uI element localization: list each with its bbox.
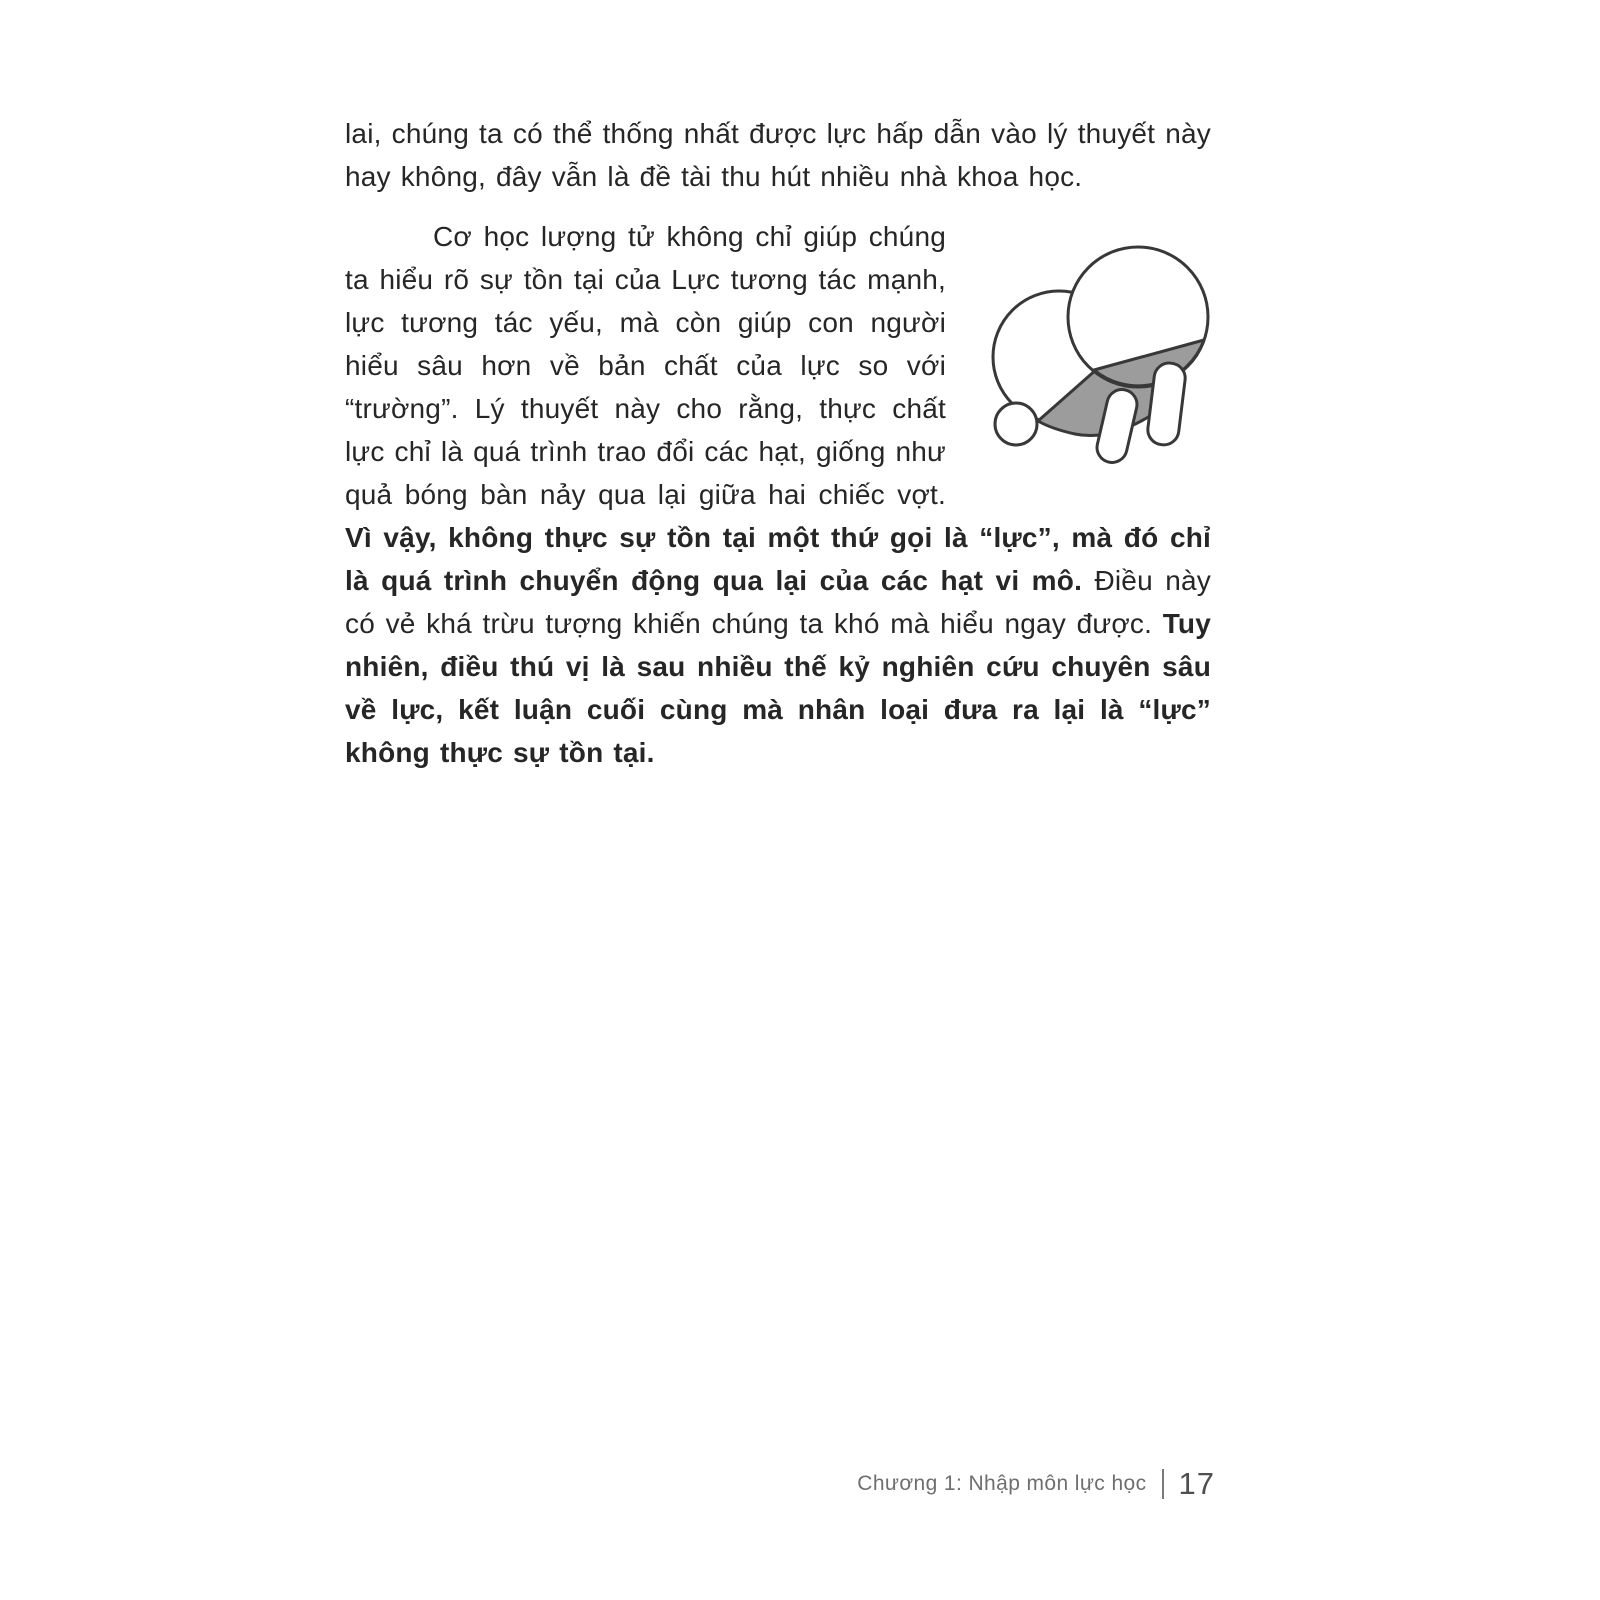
footer-page-number: 17 (1178, 1466, 1215, 1501)
page-footer (857, 1466, 1215, 1502)
ping-pong-illustration (991, 245, 1211, 465)
text-segment: Điều này có vẻ khá trừu tượng khiến chúng ta khó mà hiểu ngay được. (345, 565, 1211, 639)
footer-separator (1162, 1469, 1164, 1499)
body-text (345, 112, 1211, 774)
ping-pong-paddles-icon (991, 245, 1211, 465)
ping-pong-ball (995, 403, 1037, 445)
text-segment-bold: Tuy nhiên, điều thú vị là sau nhiều thế kỷ nghiên cứu chuyên sâu về lực, kết luận cuối cùng mà nhân loại đưa ra lại là “lực” không thực sự tồn tại. (345, 608, 1211, 768)
footer-chapter-title: Chương 1: Nhập môn lực học (857, 1472, 1147, 1495)
text-segment-bold: Vì vậy, không thực sự tồn tại một thứ gọi là “lực”, mà đó chỉ là quá trình chuyển động qua lại của các hạt vi mô. (345, 522, 1211, 596)
text-segment: lai, chúng ta có thể thống nhất được lực hấp dẫn vào lý thuyết này hay không, đây vẫn là đề tài thu hút nhiều nhà khoa học. (345, 118, 1211, 192)
text-segment: Cơ học lượng tử không chỉ giúp chúng ta hiểu rõ sự tồn tại của Lực tương tác mạnh, lực tương tác yếu, mà còn giúp con người hiểu sâu hơn về bản chất của lực so với “trường”. Lý thuyết này cho rằng, thực chất lực chỉ là quá trình trao đổi các hạt, giống như quả bóng bàn nảy qua lại giữa hai chiếc vợt. (345, 221, 946, 510)
paragraph-2 (345, 215, 1211, 774)
paragraph-1 (345, 112, 1211, 198)
